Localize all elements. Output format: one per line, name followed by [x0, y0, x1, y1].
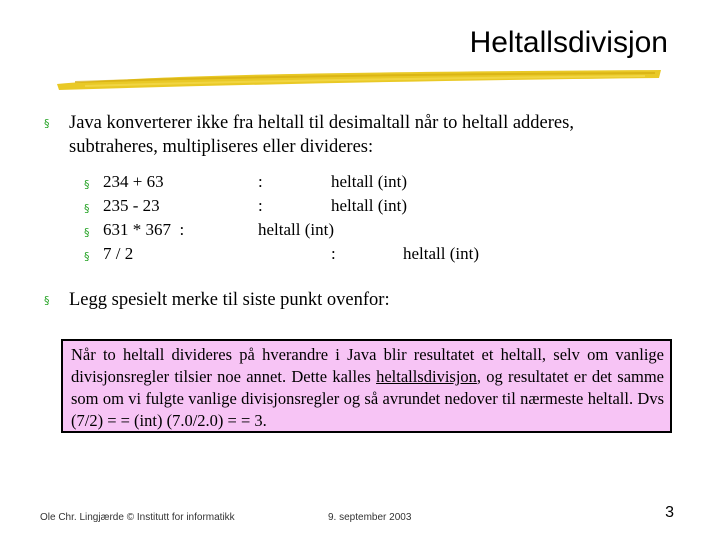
example-colon: :	[258, 196, 263, 215]
sub-bullet-marker: §	[84, 202, 90, 215]
sub-bullet-marker: §	[84, 226, 90, 239]
example-type: heltall (int)	[331, 172, 408, 191]
bullet-text: Legg spesielt merke til siste punkt ovenfor:	[69, 290, 390, 310]
note-underlined-term: heltallsdivisjon	[376, 367, 477, 386]
example-expr: 631 * 367 :	[103, 220, 185, 239]
slide-title: Heltallsdivisjon	[469, 26, 668, 59]
sub-bullet-marker: §	[84, 178, 90, 191]
page-number: 3	[665, 504, 674, 521]
example-colon: :	[331, 244, 336, 263]
example-expr: 235 - 23	[103, 196, 160, 215]
example-type: heltall (int)	[403, 244, 480, 263]
bullet-marker: §	[44, 117, 50, 130]
footer-date: 9. september 2003	[328, 512, 412, 523]
bullet-text: Java konverterer ikke fra heltall til desimaltall når to heltall adderes,	[69, 113, 574, 133]
example-expr: 7 / 2	[103, 244, 134, 263]
note-text-part1: Når to heltall divideres på hverandre i Java blir resultatet et heltall, selv om vanlige divisjonsregler tilsier noe annet. Dette kalles	[71, 345, 664, 386]
example-type: heltall (int)	[258, 220, 335, 239]
note-box	[61, 339, 672, 433]
example-colon: :	[258, 172, 263, 191]
sub-bullet-marker: §	[84, 250, 90, 263]
title-underline-brush	[55, 66, 665, 92]
footer-author: Ole Chr. Lingjærde © Institutt for informatikk	[40, 512, 235, 523]
bullet-text-continuation: subtraheres, multipliseres eller divideres:	[69, 137, 374, 157]
note-text-part2: , og resultatet er det samme som om vi fulgte vanlige divisjonsregler og så avrundet nedover til nærmeste heltall. Dvs (7/2) = = (int) (7.0/2.0) = = 3.	[71, 367, 665, 430]
example-type: heltall (int)	[331, 196, 408, 215]
bullet-marker: §	[44, 294, 50, 307]
example-expr: 234 + 63	[103, 172, 164, 191]
